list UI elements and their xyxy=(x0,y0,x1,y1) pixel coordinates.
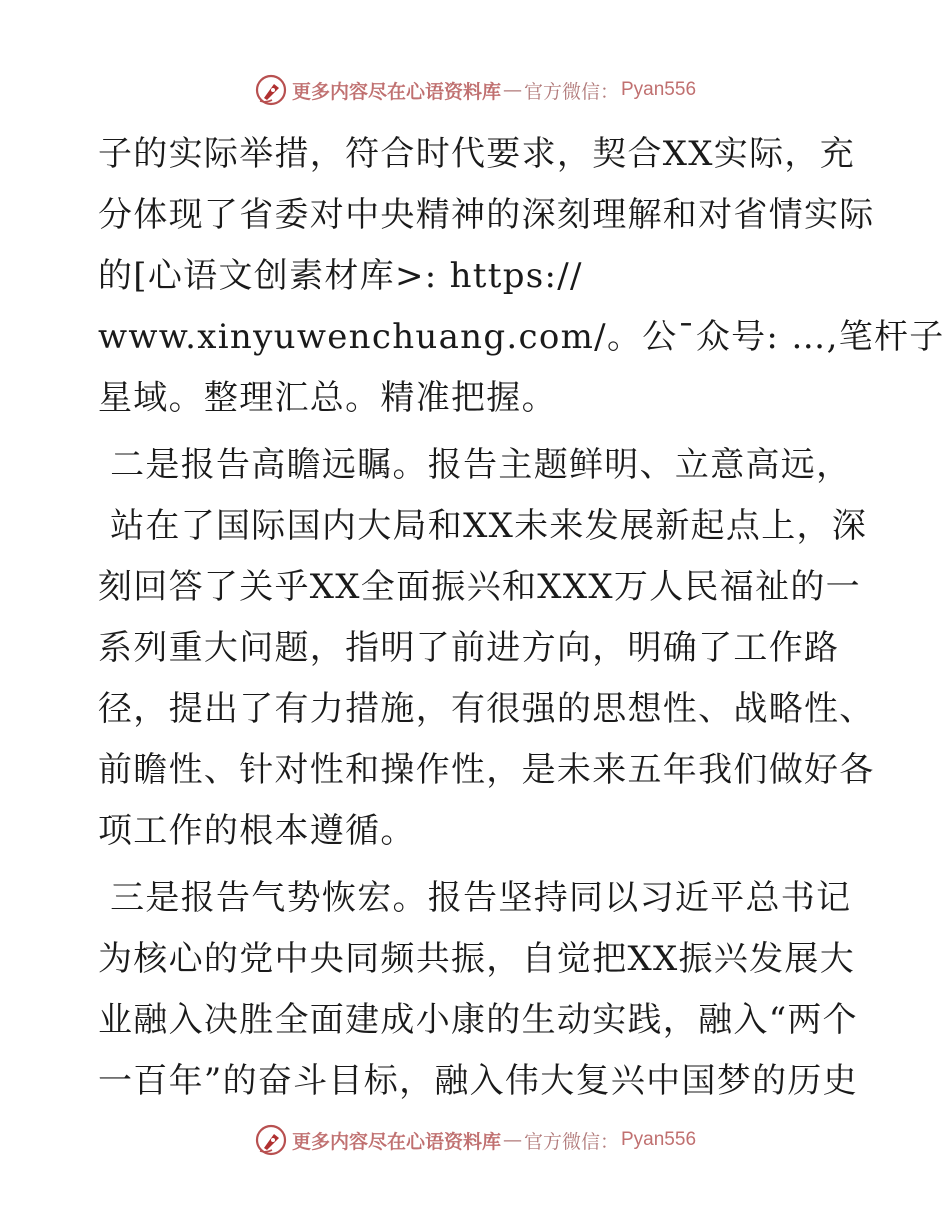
text-line: 一百年”的奋斗目标，融入伟大复兴中国梦的历史 xyxy=(98,1061,858,1101)
text-line: 分体现了省委对中央精神的深刻理解和对省情实际 xyxy=(98,195,875,235)
banner-wechat-id: Pyan556 xyxy=(621,79,697,100)
banner-wechat-id: Pyan556 xyxy=(621,1129,697,1150)
text-line: 前瞻性、针对性和操作性，是未来五年我们做好各 xyxy=(98,750,875,790)
pen-nib-logo-icon xyxy=(254,1123,288,1157)
text-line: 星域。整理汇总。精准把握。 xyxy=(98,378,557,418)
text-line: 二是报告高瞻远瞩。报告主题鲜明、立意高远， xyxy=(98,445,852,485)
banner-wechat-label: 官方微信： xyxy=(523,1130,619,1153)
footer-banner xyxy=(0,1120,950,1160)
banner-wechat-label: 官方微信： xyxy=(523,80,619,103)
paragraph-3 xyxy=(98,868,858,1112)
text-line: 为核心的党中央同频共振，自觉把XX振兴发展大 xyxy=(98,939,856,979)
text-line: 项工作的根本遵循。 xyxy=(98,811,416,851)
text-line: 刻回答了关乎XX全面振兴和XXX万人民福祉的一 xyxy=(98,567,861,607)
document-body xyxy=(98,124,945,1112)
text-line: 三是报告气势恢宏。报告坚持同以习近平总书记 xyxy=(98,878,852,918)
banner-site-text: 更多内容尽在心语资料库 xyxy=(291,80,501,103)
paragraph-1 xyxy=(98,124,945,429)
header-banner xyxy=(0,70,950,110)
text-line: 的[心语文创素材库>: https:// xyxy=(98,256,583,296)
text-line: 子的实际举措，符合时代要求，契合XX实际，充 xyxy=(98,134,856,174)
banner-separator: — xyxy=(502,1129,522,1151)
paragraph-2 xyxy=(98,435,875,862)
text-line: 系列重大问题，指明了前进方向，明确了工作路 xyxy=(98,628,840,668)
banner-site-text: 更多内容尽在心语资料库 xyxy=(291,1130,501,1153)
text-line: www.xinyuwenchuang.com/。公¯众号: …,笔杆子 xyxy=(98,317,945,357)
pen-nib-logo-icon xyxy=(254,73,288,107)
text-line: 站在了国际国内大局和XX未来发展新起点上，深 xyxy=(98,506,868,546)
text-line: 径，提出了有力措施，有很强的思想性、战略性、 xyxy=(98,689,875,729)
banner-separator: — xyxy=(502,79,522,101)
text-line: 业融入决胜全面建成小康的生动实践，融入“两个 xyxy=(98,1000,858,1040)
